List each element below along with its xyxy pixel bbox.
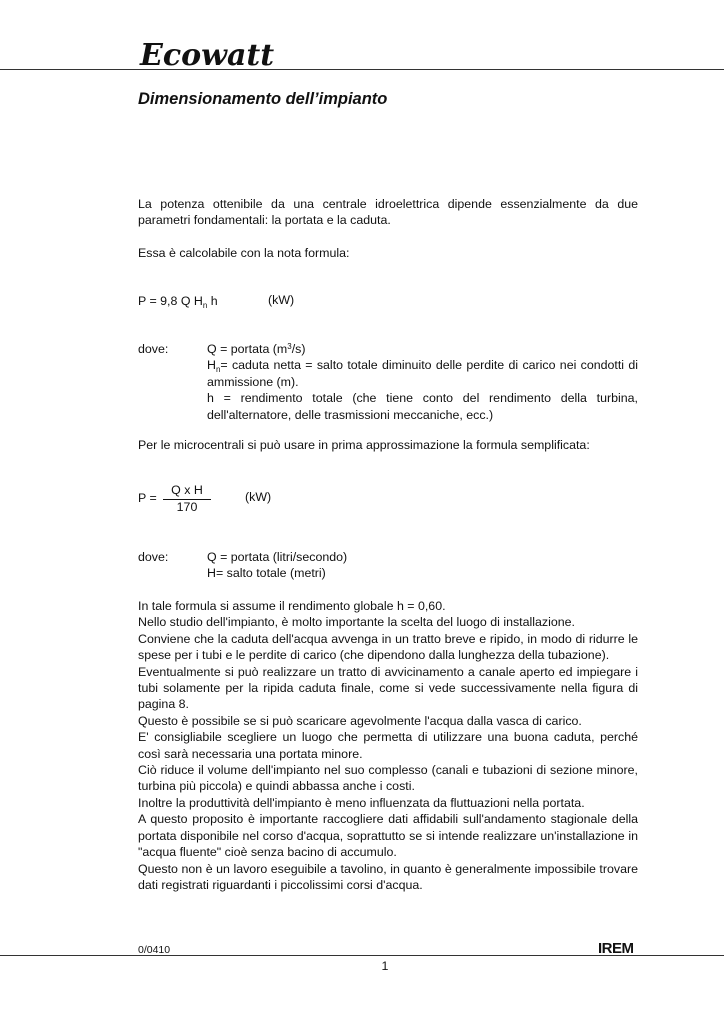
paragraph: Ciò riduce il volume dell'impianto nel suo complesso (canali e tubazioni di sezione minore, turbina più piccola) e quindi abbassa anche i costi. — [138, 763, 638, 794]
dove-label-2: dove: — [138, 550, 169, 564]
page-number: 1 — [381, 959, 389, 973]
def-hn: $H_n=$ caduta netta = salto totale diminuito delle perdite di carico nei condotti di ammissione (m). — [207, 358, 638, 389]
def-h: h = rendimento totale (che tiene conto del rendimento della turbina, dell'alternatore, delle trasmissioni meccaniche, ecc.) — [207, 391, 638, 422]
definitions-2 — [207, 549, 638, 582]
page-title: Dimensionamento dell’impianto — [138, 90, 388, 108]
fraction-denominator: 170 — [176, 500, 198, 514]
formula-simplified-fraction — [162, 483, 212, 515]
header-rule — [0, 69, 724, 70]
fraction-numerator: Q x H — [171, 483, 203, 497]
dove-label-1: dove: — [138, 342, 169, 356]
simplified-intro: Per le microcentrali si può usare in prima approssimazione la formula semplificata: — [138, 438, 590, 452]
def2-q: Q = portata (litri/secondo) — [207, 550, 348, 564]
paragraph: In tale formula si assume il rendimento globale h = 0,60. — [138, 599, 446, 613]
paragraph: Questo è possibile se si può scaricare agevolmente l'acqua dalla vasca di carico. — [138, 713, 582, 728]
formula-power-unit: (kW) — [268, 293, 295, 307]
paragraph: E' consigliabile scegliere un luogo che permetta di utilizzare una buona caduta, perché così sarà necessaria una portata minore. — [138, 730, 638, 761]
footer-rule — [0, 955, 724, 956]
def2-h: H= salto totale (metri) — [207, 566, 326, 581]
paragraph: Nello studio dell'impianto, è molto importante la scelta del luogo di installazione. — [138, 615, 575, 630]
paragraph: Conviene che la caduta dell'acqua avvenga in un tratto breve e ripido, in modo di ridurre le spese per i tubi e le perdite di carico (che dipendono dalla lunghezza della tubazione). — [138, 631, 638, 663]
ecowatt-logo: Ecowatt — [140, 38, 275, 73]
main-text — [138, 598, 638, 893]
formula-simplified-unit: (kW) — [245, 490, 272, 504]
irem-logo: IREM — [598, 940, 634, 957]
paragraph: Inoltre la produttività dell'impianto è meno influenzata da fluttuazioni nella portata. — [138, 795, 585, 810]
formula-simplified-lhs: P = — [138, 491, 157, 505]
def-q: Q = portata $(m^3/s)$ — [207, 342, 306, 356]
document-code: 0/0410 — [138, 944, 171, 956]
paragraph: Eventualmente si può realizzare un tratto di avvicinamento a canale aperto ed impiegare i tubi solamente per la ripida caduta finale, come si vede successivamente nella figura di pagina 8. — [138, 664, 638, 712]
paragraph: A questo proposito è importante raccogliere dati affidabili sull'andamento stagionale della portata disponibile nel corso d'acqua, soprattutto se si intende realizzare un'installazione in "acqua fluente" cioè senza bacino di accumulo. — [138, 812, 638, 860]
formula-intro: Essa è calcolabile con la nota formula: — [138, 246, 350, 260]
paragraph: Questo non è un lavoro eseguibile a tavolino, in quanto è generalmente impossibile trovare dati registrati riguardanti i piccolissimi corsi d'acqua. — [138, 861, 638, 892]
formula-power: P = 9,8 Q $H_n$ h — [138, 294, 218, 310]
intro-paragraph: La potenza ottenibile da una centrale idroelettrica dipende essenzialmente da due parametri fondamentali: la portata e la caduta. — [138, 197, 638, 228]
definitions-1 — [207, 341, 638, 423]
